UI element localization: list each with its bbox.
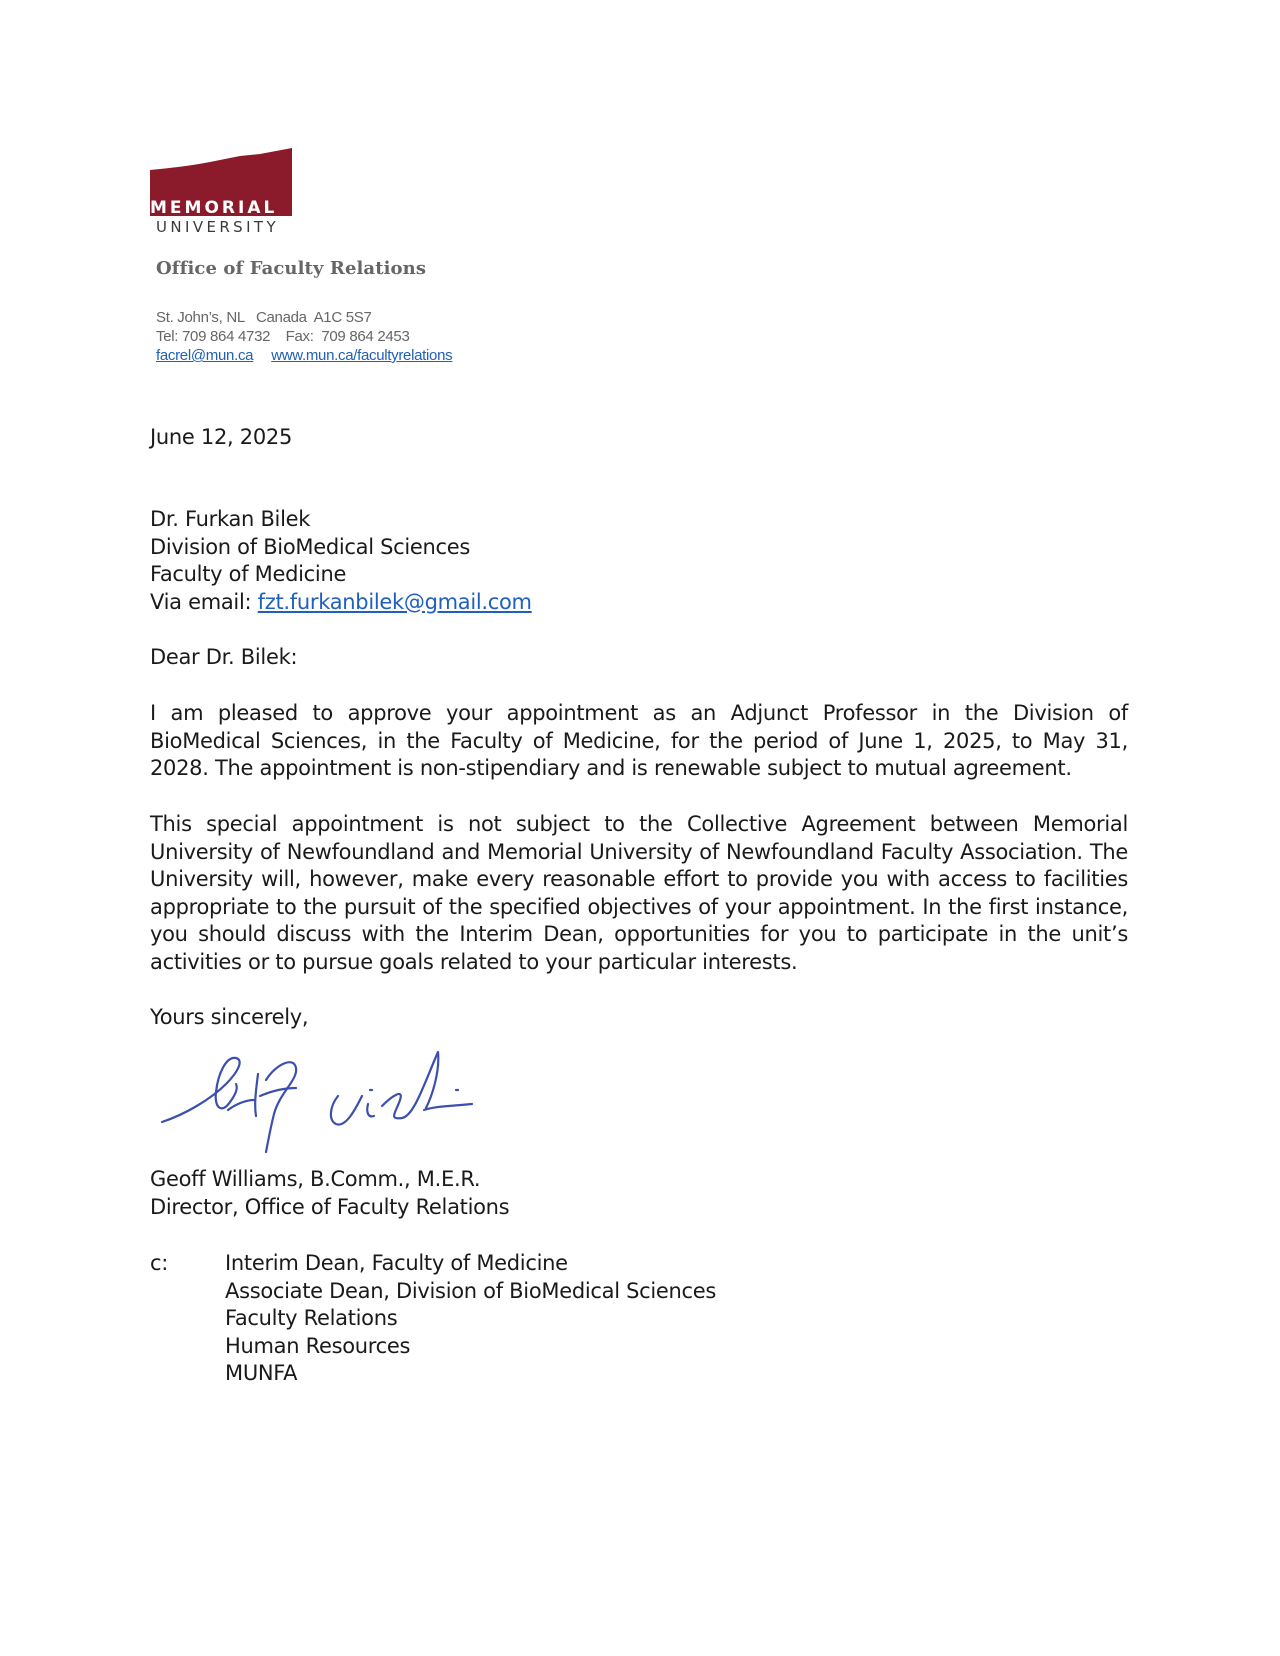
cc-label: c:: [150, 1251, 169, 1275]
recipient-email-prefix: Via email:: [150, 589, 258, 614]
logo-text-memorial: MEMORIAL: [150, 198, 278, 218]
logo-text-university: UNIVERSITY: [156, 218, 280, 236]
contact-website-link[interactable]: www.mun.ca/facultyrelations: [271, 347, 453, 364]
contact-email-link[interactable]: facrel@mun.ca: [156, 347, 254, 364]
closing: Yours sincerely,: [150, 1005, 309, 1029]
recipient-email-link[interactable]: fzt.furkanbilek@gmail.com: [257, 589, 532, 614]
signature-icon: [156, 1044, 496, 1164]
memorial-university-logo: [150, 148, 300, 238]
recipient-name: Dr. Furkan Bilek: [150, 507, 311, 531]
handwritten-signature: [156, 1044, 496, 1164]
recipient-faculty: Faculty of Medicine: [150, 562, 347, 586]
recipient-email-line: [150, 589, 1128, 617]
contact-phone: Tel: 709 864 4732 Fax: 709 864 2453: [156, 328, 410, 345]
salutation: Dear Dr. Bilek:: [150, 645, 298, 669]
cc-item: Human Resources: [225, 1333, 411, 1358]
cc-item: Interim Dean, Faculty of Medicine: [225, 1251, 568, 1275]
signer-name: Geoff Williams, B.Comm., M.E.R.: [150, 1167, 481, 1191]
recipient-division: Division of BioMedical Sciences: [150, 534, 471, 559]
contact-links: [156, 346, 452, 365]
contact-address: St. John’s, NL Canada A1C 5S7: [156, 309, 372, 326]
paragraph-appointment: I am pleased to approve your appointment as an Adjunct Professor in the Division of BioMedical Sciences, in the Faculty of Medicine, for the period of June 1, 2025, to May 31, 2028. The appointment is non-stipendiary and is renewable subject to mutual agreement.: [150, 701, 1128, 780]
signer-block: [150, 1166, 1128, 1221]
signer-title: Director, Office of Faculty Relations: [150, 1194, 510, 1219]
cc-list: [225, 1250, 925, 1388]
contact-block: [156, 308, 452, 365]
paragraph-agreement: This special appointment is not subject to the Collective Agreement between Memorial University of Newfoundland and Memorial University of Newfoundland Faculty Association. The University will, however, make every reasonable effort to provide you with access to facilities appropriate to the pursuit of the specified objectives of your appointment. In the first instance, you should discuss with the Interim Dean, opportunities for you to participate in the unit’s activities or to pursue goals related to your particular interests.: [150, 812, 1128, 974]
cc-item: Associate Dean, Division of BioMedical Sciences: [225, 1278, 717, 1303]
cc-item: Faculty Relations: [225, 1306, 398, 1330]
recipient-address: [150, 506, 1128, 616]
letter-date: June 12, 2025: [150, 425, 293, 449]
office-title: Office of Faculty Relations: [156, 258, 427, 279]
cc-item: MUNFA: [225, 1361, 298, 1385]
